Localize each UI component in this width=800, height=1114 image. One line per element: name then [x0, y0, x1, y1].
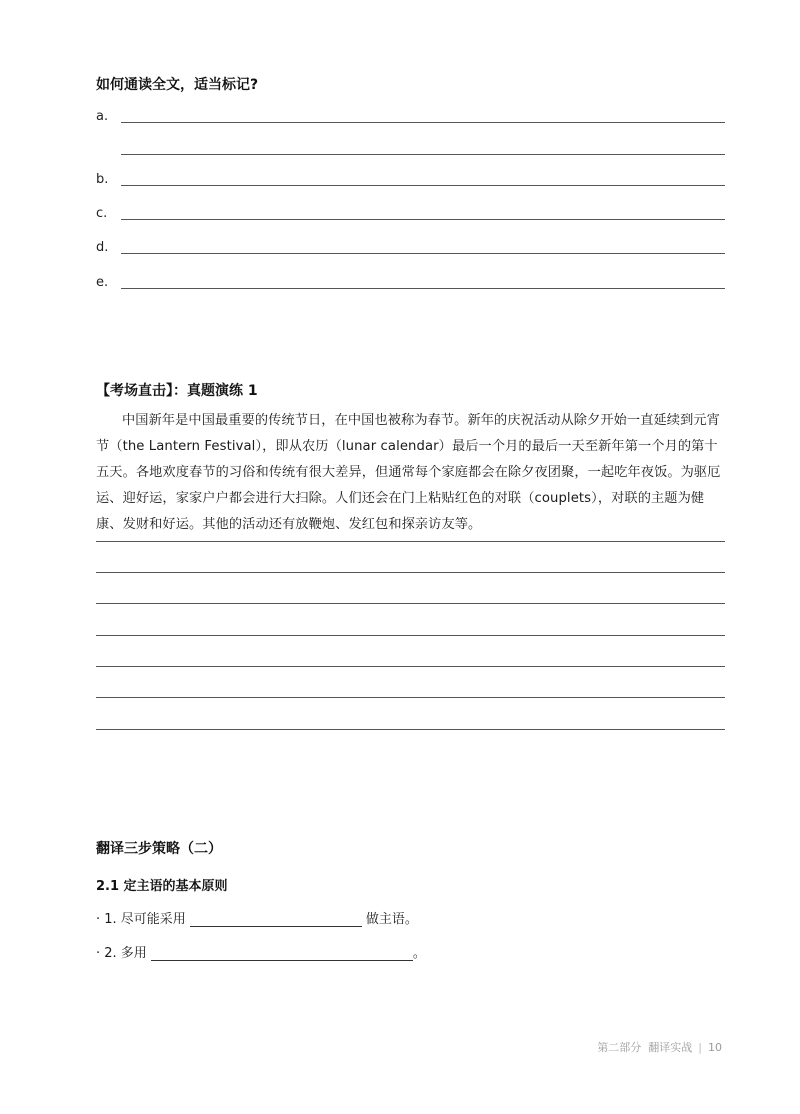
- answer-line-a1[interactable]: [121, 122, 725, 123]
- footer-part: 第二部分: [597, 1041, 642, 1054]
- translation-line-7[interactable]: [96, 729, 725, 730]
- subsection-heading-subject-principles: 2.1 定主语的基本原则: [96, 879, 228, 894]
- answer-label-b: b.: [96, 172, 109, 187]
- translation-line-1[interactable]: [96, 541, 725, 542]
- answer-line-b[interactable]: [121, 185, 725, 186]
- principle-item-1-prefix: · 1. 尽可能采用: [96, 912, 186, 927]
- translation-line-3[interactable]: [96, 603, 725, 604]
- section-heading-exam-practice: 【考场直击】：真题演练 1: [96, 383, 258, 399]
- answer-label-a: a.: [96, 109, 109, 124]
- principle-item-2-blank[interactable]: [151, 947, 413, 961]
- principle-item-1-suffix: 做主语。: [365, 912, 418, 927]
- translation-line-4[interactable]: [96, 635, 725, 636]
- answer-label-c: c.: [96, 206, 108, 221]
- principle-item-1: [96, 908, 418, 927]
- section-heading-three-step-strategy: 翻译三步策略（二）: [96, 841, 222, 857]
- section-heading-read-through: 如何通读全文，适当标记?: [96, 77, 259, 93]
- principle-item-1-blank[interactable]: [190, 913, 362, 927]
- page-footer: [597, 1039, 722, 1055]
- answer-line-c[interactable]: [121, 219, 725, 220]
- footer-title: 翻译实战: [648, 1041, 693, 1054]
- answer-line-d[interactable]: [121, 253, 725, 254]
- page-number: 10: [708, 1041, 722, 1054]
- principle-item-2: [96, 942, 426, 961]
- source-passage: 中国新年是中国最重要的传统节日，在中国也被称为春节。新年的庆祝活动从除夕开始一直延续到元宵节（the Lantern Festival），即从农历（lunar calendar）最后一个月的最后一天至新年第一个月的第十五天。各地欢度春节的习俗和传统有很大差异，但通常每个家庭都会在除夕夜团聚，一起吃年夜饭。为驱厄运、迎好运，家家户户都会进行大扫除。人们还会在门上粘贴红色的对联（couplets），对联的主题为健康、发财和好运。其他的活动还有放鞭炮、发红包和探亲访友等。: [96, 413, 721, 532]
- translation-line-6[interactable]: [96, 697, 725, 698]
- footer-separator: |: [698, 1041, 702, 1054]
- translation-line-5[interactable]: [96, 666, 725, 667]
- principle-item-2-suffix: 。: [412, 946, 426, 961]
- principle-item-2-prefix: · 2. 多用: [96, 946, 147, 961]
- answer-label-e: e.: [96, 275, 109, 290]
- translation-line-2[interactable]: [96, 572, 725, 573]
- answer-line-a2[interactable]: [121, 154, 725, 155]
- answer-line-e[interactable]: [121, 288, 725, 289]
- answer-label-d: d.: [96, 240, 109, 255]
